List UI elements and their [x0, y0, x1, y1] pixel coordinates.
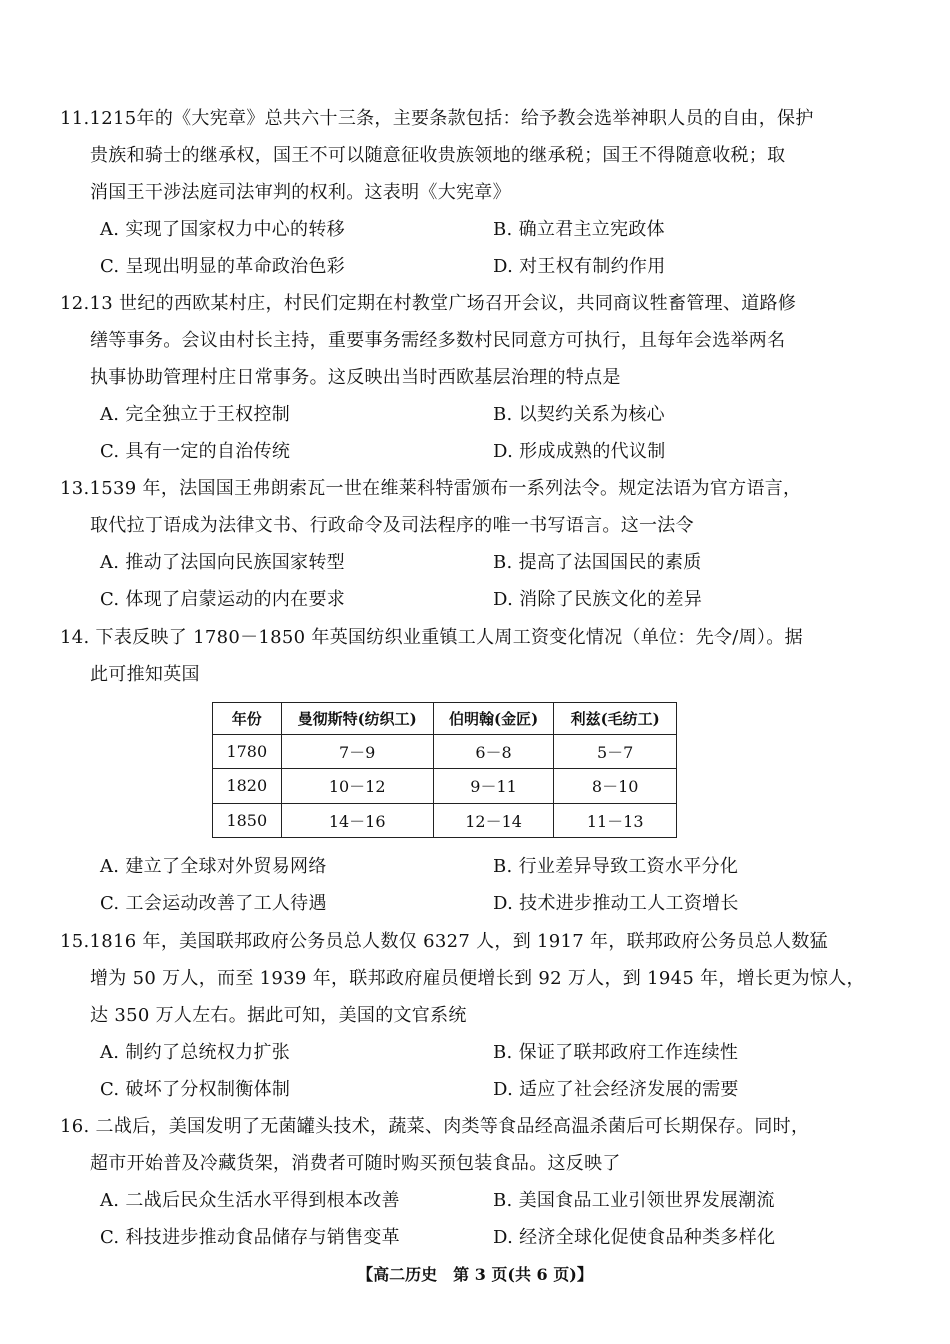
table-cell: 9－11: [433, 769, 554, 803]
q15-stem-line-3: 达 350 万人左右。据此可知，美国的文官系统: [90, 1005, 467, 1026]
q14-option-c: C. 工会运动改善了工人待遇: [100, 893, 327, 914]
q11-option-a: A. 实现了国家权力中心的转移: [100, 219, 345, 240]
page-footer: 【高二历史 第 3 页(共 6 页)】: [357, 1265, 593, 1284]
q16-stem-line-2: 超市开始普及冷藏货架，消费者可随时购买预包装食品。这反映了: [90, 1153, 621, 1174]
q15-option-c: C. 破坏了分权制衡体制: [100, 1079, 291, 1100]
table-cell: 1820: [213, 769, 282, 803]
q12-option-d: D. 形成成熟的代议制: [493, 441, 666, 462]
table-row: [213, 803, 677, 838]
table-row: [213, 769, 677, 803]
q14-option-d: D. 技术进步推动工人工资增长: [493, 893, 739, 914]
q13-option-b: B. 提高了法国国民的素质: [493, 552, 702, 573]
q12-option-c: C. 具有一定的自治传统: [100, 441, 291, 462]
q15-option-a: A. 制约了总统权力扩张: [100, 1042, 291, 1063]
q14-option-a: A. 建立了全球对外贸易网络: [100, 856, 327, 877]
table-cell: 12－14: [433, 803, 554, 838]
q11-option-c: C. 呈现出明显的革命政治色彩: [100, 256, 346, 277]
q15-option-d: D. 适应了社会经济发展的需要: [493, 1079, 739, 1100]
q11-option-d: D. 对王权有制约作用: [493, 256, 666, 277]
table-cell: 6－8: [433, 734, 554, 768]
q11-stem-line-3: 消国王干涉法庭司法审判的权利。这表明《大宪章》: [90, 182, 511, 203]
wage-table-header-manchester: 曼彻斯特(纺织工): [281, 703, 433, 735]
q14-stem-line-2: 此可推知英国: [90, 664, 200, 685]
table-cell: 1780: [213, 734, 282, 768]
q15-option-b: B. 保证了联邦政府工作连续性: [493, 1042, 739, 1063]
table-cell: 5－7: [554, 734, 677, 768]
q14-option-b: B. 行业差异导致工资水平分化: [493, 856, 739, 877]
q15-stem-line-1: 15.1816 年，美国联邦政府公务员总人数仅 6327 人，到 1917 年，联邦政府公务员总人数猛: [60, 931, 828, 952]
q13-stem-line-1: 13.1539 年，法国国王弗朗索瓦一世在维莱科特雷颁布一系列法令。规定法语为官方语言，: [60, 478, 802, 499]
q13-option-a: A. 推动了法国向民族国家转型: [100, 552, 345, 573]
q11-stem-line-2: 贵族和骑士的继承权，国王不可以随意征收贵族领地的继承税；国王不得随意收税；取: [90, 145, 786, 166]
table-cell: 10－12: [281, 769, 433, 803]
wage-table: [212, 702, 677, 838]
q13-stem-line-2: 取代拉丁语成为法律文书、行政命令及司法程序的唯一书写语言。这一法令: [90, 515, 694, 536]
table-row: [213, 734, 677, 768]
wage-table-header-birmingham: 伯明翰(金匠): [433, 703, 554, 735]
table-cell: 7－9: [281, 734, 433, 768]
q16-stem-line-1: 16. 二战后，美国发明了无菌罐头技术，蔬菜、肉类等食品经高温杀菌后可长期保存。同时，: [60, 1116, 810, 1137]
q11-option-b: B. 确立君主立宪政体: [493, 219, 665, 240]
q16-option-b: B. 美国食品工业引领世界发展潮流: [493, 1190, 775, 1211]
q16-option-a: A. 二战后民众生活水平得到根本改善: [100, 1190, 400, 1211]
q12-option-b: B. 以契约关系为核心: [493, 404, 665, 425]
table-cell: 1850: [213, 803, 282, 838]
q12-option-a: A. 完全独立于王权控制: [100, 404, 291, 425]
wage-table-header-row: [213, 703, 677, 735]
q12-stem-line-2: 缮等事务。会议由村长主持，重要事务需经多数村民同意方可执行，且每年会选举两名: [90, 330, 786, 351]
q15-stem-line-2: 增为 50 万人，而至 1939 年，联邦政府雇员便增长到 92 万人，到 1945 年，增长更为惊人，: [90, 968, 865, 989]
wage-table-header-year: 年份: [213, 703, 282, 735]
q13-option-d: D. 消除了民族文化的差异: [493, 589, 703, 610]
q12-stem-line-3: 执事协助管理村庄日常事务。这反映出当时西欧基层治理的特点是: [90, 367, 621, 388]
q12-stem-line-1: 12.13 世纪的西欧某村庄，村民们定期在村教堂广场召开会议，共同商议牲畜管理、道路修: [60, 293, 797, 314]
table-cell: 8－10: [554, 769, 677, 803]
q16-option-d: D. 经济全球化促使食品种类多样化: [493, 1227, 776, 1248]
q14-stem-line-1: 14. 下表反映了 1780－1850 年英国纺织业重镇工人周工资变化情况（单位：先令/周）。据: [60, 627, 803, 648]
q11-stem-line-1: 11.1215年的《大宪章》总共六十三条，主要条款包括：给予教会选举神职人员的自由，保护: [60, 108, 814, 129]
table-cell: 11－13: [554, 803, 677, 838]
q13-option-c: C. 体现了启蒙运动的内在要求: [100, 589, 346, 610]
q16-option-c: C. 科技进步推动食品储存与销售变革: [100, 1227, 400, 1248]
table-cell: 14－16: [281, 803, 433, 838]
wage-table-header-leeds: 利兹(毛纺工): [554, 703, 677, 735]
